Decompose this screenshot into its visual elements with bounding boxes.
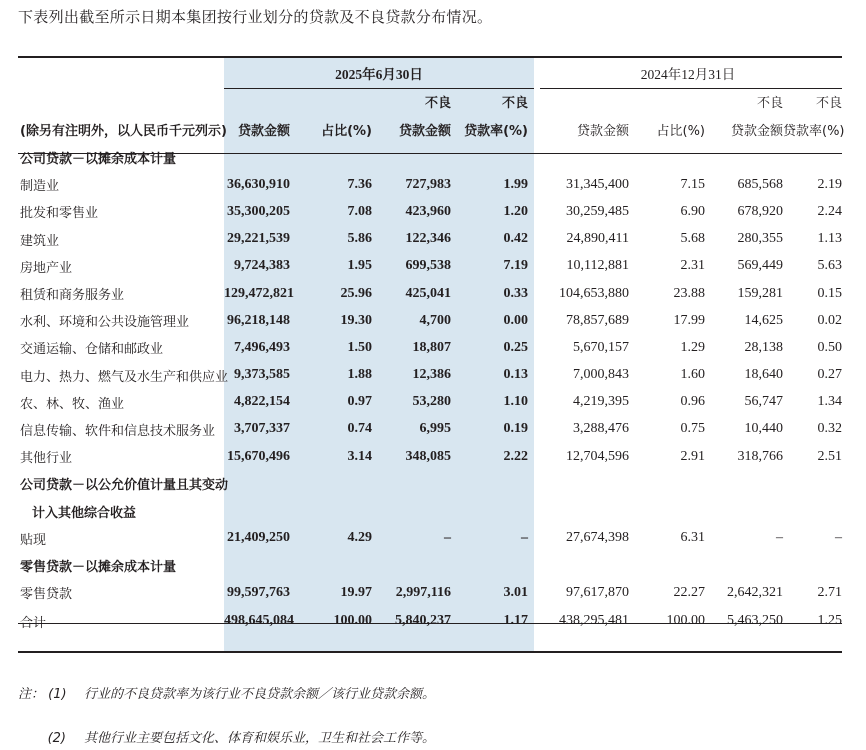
current-loan-amount-cell: 21,409,250 — [227, 530, 290, 546]
row-label: 批发和零售业 — [20, 206, 99, 222]
current-loan-amount-cell: 498,645,084 — [224, 613, 294, 629]
current-npl-amount-cell: 699,538 — [405, 258, 451, 274]
row-label: 交通运输、仓储和邮政业 — [20, 342, 164, 358]
prior-share-cell: 0.75 — [680, 421, 705, 437]
prior-share-cell: 2.91 — [680, 448, 705, 464]
table-row — [18, 443, 842, 470]
prior-npl-amount-cell: 18,640 — [744, 367, 783, 383]
corporate-amortized-rows — [18, 171, 842, 470]
row-label: 其他行业 — [20, 451, 73, 467]
current-share-cell: 1.88 — [347, 367, 372, 383]
prior-loan-amount-cell: 24,890,411 — [566, 231, 629, 247]
col-npl-amount-prior: 贷款金额 — [730, 123, 783, 139]
table-row — [18, 280, 842, 307]
prior-npl-amount-cell: 28,138 — [744, 339, 783, 355]
current-npl-amount-cell: 6,995 — [419, 421, 451, 437]
col-amount-prior: 贷款金额 — [576, 123, 629, 139]
prior-loan-amount-cell: 78,857,689 — [566, 312, 629, 328]
table-row — [18, 606, 842, 636]
col-npl-amount-current: 贷款金额 — [398, 123, 451, 139]
prior-npl-amount-cell: 5,463,250 — [727, 613, 783, 629]
current-npl-amount-cell: 53,280 — [412, 394, 451, 410]
current-share-cell: 0.97 — [347, 394, 372, 410]
current-npl-rate-cell: – — [521, 530, 528, 546]
current-share-cell: 1.50 — [347, 339, 372, 355]
current-npl-amount-cell: 727,983 — [405, 176, 451, 192]
prior-npl-amount-cell: 14,625 — [744, 312, 783, 328]
prior-loan-amount-cell: 31,345,400 — [566, 176, 629, 192]
note-2 — [18, 727, 435, 746]
current-loan-amount-cell: 129,472,821 — [224, 285, 294, 301]
table-row — [18, 253, 842, 280]
unit-note: (除另有注明外，以人民币千元列示) — [20, 123, 227, 139]
table-row — [18, 362, 842, 389]
prior-npl-rate-cell: 2.51 — [817, 448, 842, 464]
prior-loan-amount-cell: 27,674,398 — [566, 530, 629, 546]
intro-text: 下表列出截至所示日期本集团按行业划分的贷款及不良贷款分布情况。 — [18, 8, 493, 26]
row-label: 房地产业 — [20, 260, 73, 276]
prior-loan-amount-cell: 30,259,485 — [566, 203, 629, 219]
row-label: 合计 — [20, 615, 47, 631]
current-share-cell: 3.14 — [347, 448, 372, 464]
row-label: 零售贷款 — [20, 587, 73, 603]
current-share-cell: 0.74 — [347, 421, 372, 437]
header-row-columns — [18, 114, 842, 144]
row-label: 租赁和商务服务业 — [20, 288, 125, 304]
current-loan-amount-cell: 99,597,763 — [227, 584, 290, 600]
col-share-prior: 占比(%) — [656, 123, 705, 139]
prior-npl-rate-cell: 0.15 — [817, 285, 842, 301]
current-loan-amount-cell: 4,822,154 — [234, 394, 290, 410]
section-corporate-amortized: 公司贷款－以摊余成本计量 — [20, 152, 177, 168]
current-npl-rate-cell: 0.19 — [503, 421, 528, 437]
prior-loan-amount-cell: 7,000,843 — [573, 367, 629, 383]
prior-loan-amount-cell: 97,617,870 — [566, 584, 629, 600]
prior-share-cell: 2.31 — [680, 258, 705, 274]
prior-npl-amount-cell: 569,449 — [737, 258, 783, 274]
prior-npl-rate-cell: – — [835, 530, 842, 546]
current-loan-amount-cell: 96,218,148 — [227, 312, 290, 328]
row-label: 水利、环境和公共设施管理业 — [20, 315, 190, 331]
current-npl-amount-cell: 12,386 — [412, 367, 451, 383]
col-share-current: 占比(%) — [321, 123, 372, 139]
current-npl-rate-cell: 1.20 — [503, 203, 528, 219]
row-label: 建筑业 — [20, 233, 60, 249]
current-share-cell: 1.95 — [347, 258, 372, 274]
current-npl-rate-cell: 0.00 — [503, 312, 528, 328]
prior-npl-amount-cell: 10,440 — [744, 421, 783, 437]
col-npl-rate-current: 贷款率(%) — [464, 123, 528, 139]
current-loan-amount-cell: 35,300,205 — [227, 203, 290, 219]
current-npl-rate-cell: 1.99 — [503, 176, 528, 192]
prior-npl-amount-cell: 280,355 — [737, 231, 783, 247]
current-loan-amount-cell: 3,707,337 — [234, 421, 290, 437]
prior-npl-amount-cell: 159,281 — [737, 285, 783, 301]
prior-share-cell: 17.99 — [673, 312, 705, 328]
col-npl-rate-prior: 贷款率(%) — [783, 123, 845, 139]
note-1-mark: 注： (1) — [18, 687, 67, 702]
prior-npl-amount-cell: 685,568 — [737, 176, 783, 192]
current-share-cell: 100.00 — [333, 613, 372, 629]
prior-loan-amount-cell: 12,704,596 — [566, 448, 629, 464]
prior-npl-rate-cell: 2.19 — [817, 176, 842, 192]
current-npl-amount-cell: 5,840,237 — [395, 613, 451, 629]
npl-top-current: 不良 — [424, 95, 451, 111]
current-loan-amount-cell: 36,630,910 — [227, 176, 290, 192]
prior-npl-rate-cell: 0.32 — [817, 421, 842, 437]
current-npl-rate-cell: 0.33 — [503, 285, 528, 301]
prior-npl-rate-cell: 1.34 — [817, 394, 842, 410]
note-1-text: 行业的不良贷款率为该行业不良贷款余额／该行业贷款余额。 — [84, 687, 436, 702]
row-label: 制造业 — [20, 179, 60, 195]
current-share-cell: 25.96 — [340, 285, 372, 301]
prior-share-cell: 6.90 — [680, 203, 705, 219]
npl-rate-top-current: 不良 — [501, 95, 528, 111]
current-share-cell: 19.30 — [340, 312, 372, 328]
period-current: 2025年6月30日 — [335, 67, 423, 82]
prior-npl-rate-cell: 1.25 — [817, 613, 842, 629]
current-npl-rate-cell: 1.17 — [503, 613, 528, 629]
current-npl-rate-cell: 1.10 — [503, 394, 528, 410]
prior-loan-amount-cell: 104,653,880 — [559, 285, 629, 301]
table-row — [18, 579, 842, 606]
current-npl-rate-cell: 0.42 — [503, 231, 528, 247]
prior-share-cell: 100.00 — [666, 613, 705, 629]
prior-loan-amount-cell: 10,112,881 — [566, 258, 629, 274]
current-share-cell: 19.97 — [340, 584, 372, 600]
table-row — [18, 334, 842, 361]
discount-rows — [18, 525, 842, 552]
period-prior: 2024年12月31日 — [640, 67, 736, 82]
row-label: 农、林、牧、渔业 — [20, 396, 125, 412]
prior-npl-amount-cell: 2,642,321 — [727, 584, 783, 600]
prior-share-cell: 7.15 — [680, 176, 705, 192]
header-row-top — [18, 88, 842, 114]
current-share-cell: 7.08 — [347, 203, 372, 219]
current-npl-amount-cell: 425,041 — [405, 285, 451, 301]
prior-share-cell: 23.88 — [673, 285, 705, 301]
section-row — [18, 470, 842, 497]
section-corporate-fvoci-line2: 计入其他综合收益 — [32, 505, 137, 521]
table-row — [18, 416, 842, 443]
current-npl-rate-cell: 7.19 — [503, 258, 528, 274]
note-2-mark: (2) — [47, 731, 66, 746]
prior-share-cell: 6.31 — [680, 530, 705, 546]
current-npl-amount-cell: 4,700 — [419, 312, 451, 328]
table-row — [18, 389, 842, 416]
prior-share-cell: 22.27 — [673, 584, 705, 600]
current-npl-rate-cell: 2.22 — [503, 448, 528, 464]
current-loan-amount-cell: 9,724,383 — [234, 258, 290, 274]
prior-npl-rate-cell: 1.13 — [817, 231, 842, 247]
header-row-periods — [18, 58, 842, 88]
current-loan-amount-cell: 7,496,493 — [234, 339, 290, 355]
section-retail: 零售贷款－以摊余成本计量 — [20, 559, 177, 575]
section-row — [18, 144, 842, 171]
prior-loan-amount-cell: 3,288,476 — [573, 421, 629, 437]
retail-rows — [18, 579, 842, 606]
prior-npl-amount-cell: – — [776, 530, 783, 546]
prior-npl-amount-cell: 678,920 — [737, 203, 783, 219]
current-npl-amount-cell: 18,807 — [412, 339, 451, 355]
row-label: 贴现 — [20, 532, 47, 548]
section-row — [18, 552, 842, 579]
current-npl-rate-cell: 0.13 — [503, 367, 528, 383]
prior-npl-rate-cell: 2.71 — [817, 584, 842, 600]
current-npl-amount-cell: 122,346 — [405, 231, 451, 247]
prior-npl-amount-cell: 318,766 — [737, 448, 783, 464]
prior-npl-rate-cell: 0.02 — [817, 312, 842, 328]
current-npl-amount-cell: 2,997,116 — [395, 584, 451, 600]
prior-share-cell: 1.29 — [680, 339, 705, 355]
col-amount-current: 贷款金额 — [237, 123, 290, 139]
npl-rate-top-prior: 不良 — [815, 95, 842, 111]
row-label: 信息传输、软件和信息技术服务业 — [20, 423, 216, 439]
prior-npl-rate-cell: 0.50 — [817, 339, 842, 355]
prior-share-cell: 0.96 — [680, 394, 705, 410]
row-label: 电力、热力、燃气及水生产和供应业 — [20, 369, 229, 385]
current-npl-rate-cell: 0.25 — [503, 339, 528, 355]
section-corporate-fvoci: 公司贷款－以公允价值计量且其变动 — [20, 478, 229, 494]
current-npl-amount-cell: 348,085 — [405, 448, 451, 464]
npl-top-prior: 不良 — [756, 95, 783, 111]
current-npl-amount-cell: – — [444, 530, 451, 546]
current-share-cell: 7.36 — [347, 176, 372, 192]
loan-distribution-table — [18, 58, 845, 636]
table-row — [18, 307, 842, 334]
prior-loan-amount-cell: 438,295,481 — [559, 613, 629, 629]
prior-npl-rate-cell: 2.24 — [817, 203, 842, 219]
prior-loan-amount-cell: 4,219,395 — [573, 394, 629, 410]
current-npl-rate-cell: 3.01 — [503, 584, 528, 600]
prior-npl-amount-cell: 56,747 — [744, 394, 783, 410]
table-row — [18, 198, 842, 225]
total-rows — [18, 606, 842, 636]
note-1 — [18, 683, 435, 702]
prior-share-cell: 5.68 — [680, 231, 705, 247]
prior-share-cell: 1.60 — [680, 367, 705, 383]
current-loan-amount-cell: 9,373,585 — [234, 367, 290, 383]
note-2-text: 其他行业主要包括文化、体育和娱乐业，卫生和社会工作等。 — [84, 731, 436, 746]
prior-loan-amount-cell: 5,670,157 — [573, 339, 629, 355]
current-loan-amount-cell: 15,670,496 — [227, 448, 290, 464]
table-bottom-rule — [18, 651, 842, 653]
current-loan-amount-cell: 29,221,539 — [227, 231, 290, 247]
section-row — [18, 497, 842, 524]
table-row — [18, 171, 842, 198]
prior-npl-rate-cell: 5.63 — [817, 258, 842, 274]
prior-npl-rate-cell: 0.27 — [817, 367, 842, 383]
current-share-cell: 4.29 — [347, 530, 372, 546]
current-npl-amount-cell: 423,960 — [405, 203, 451, 219]
table-row — [18, 525, 842, 552]
table-row — [18, 226, 842, 253]
current-share-cell: 5.86 — [347, 231, 372, 247]
